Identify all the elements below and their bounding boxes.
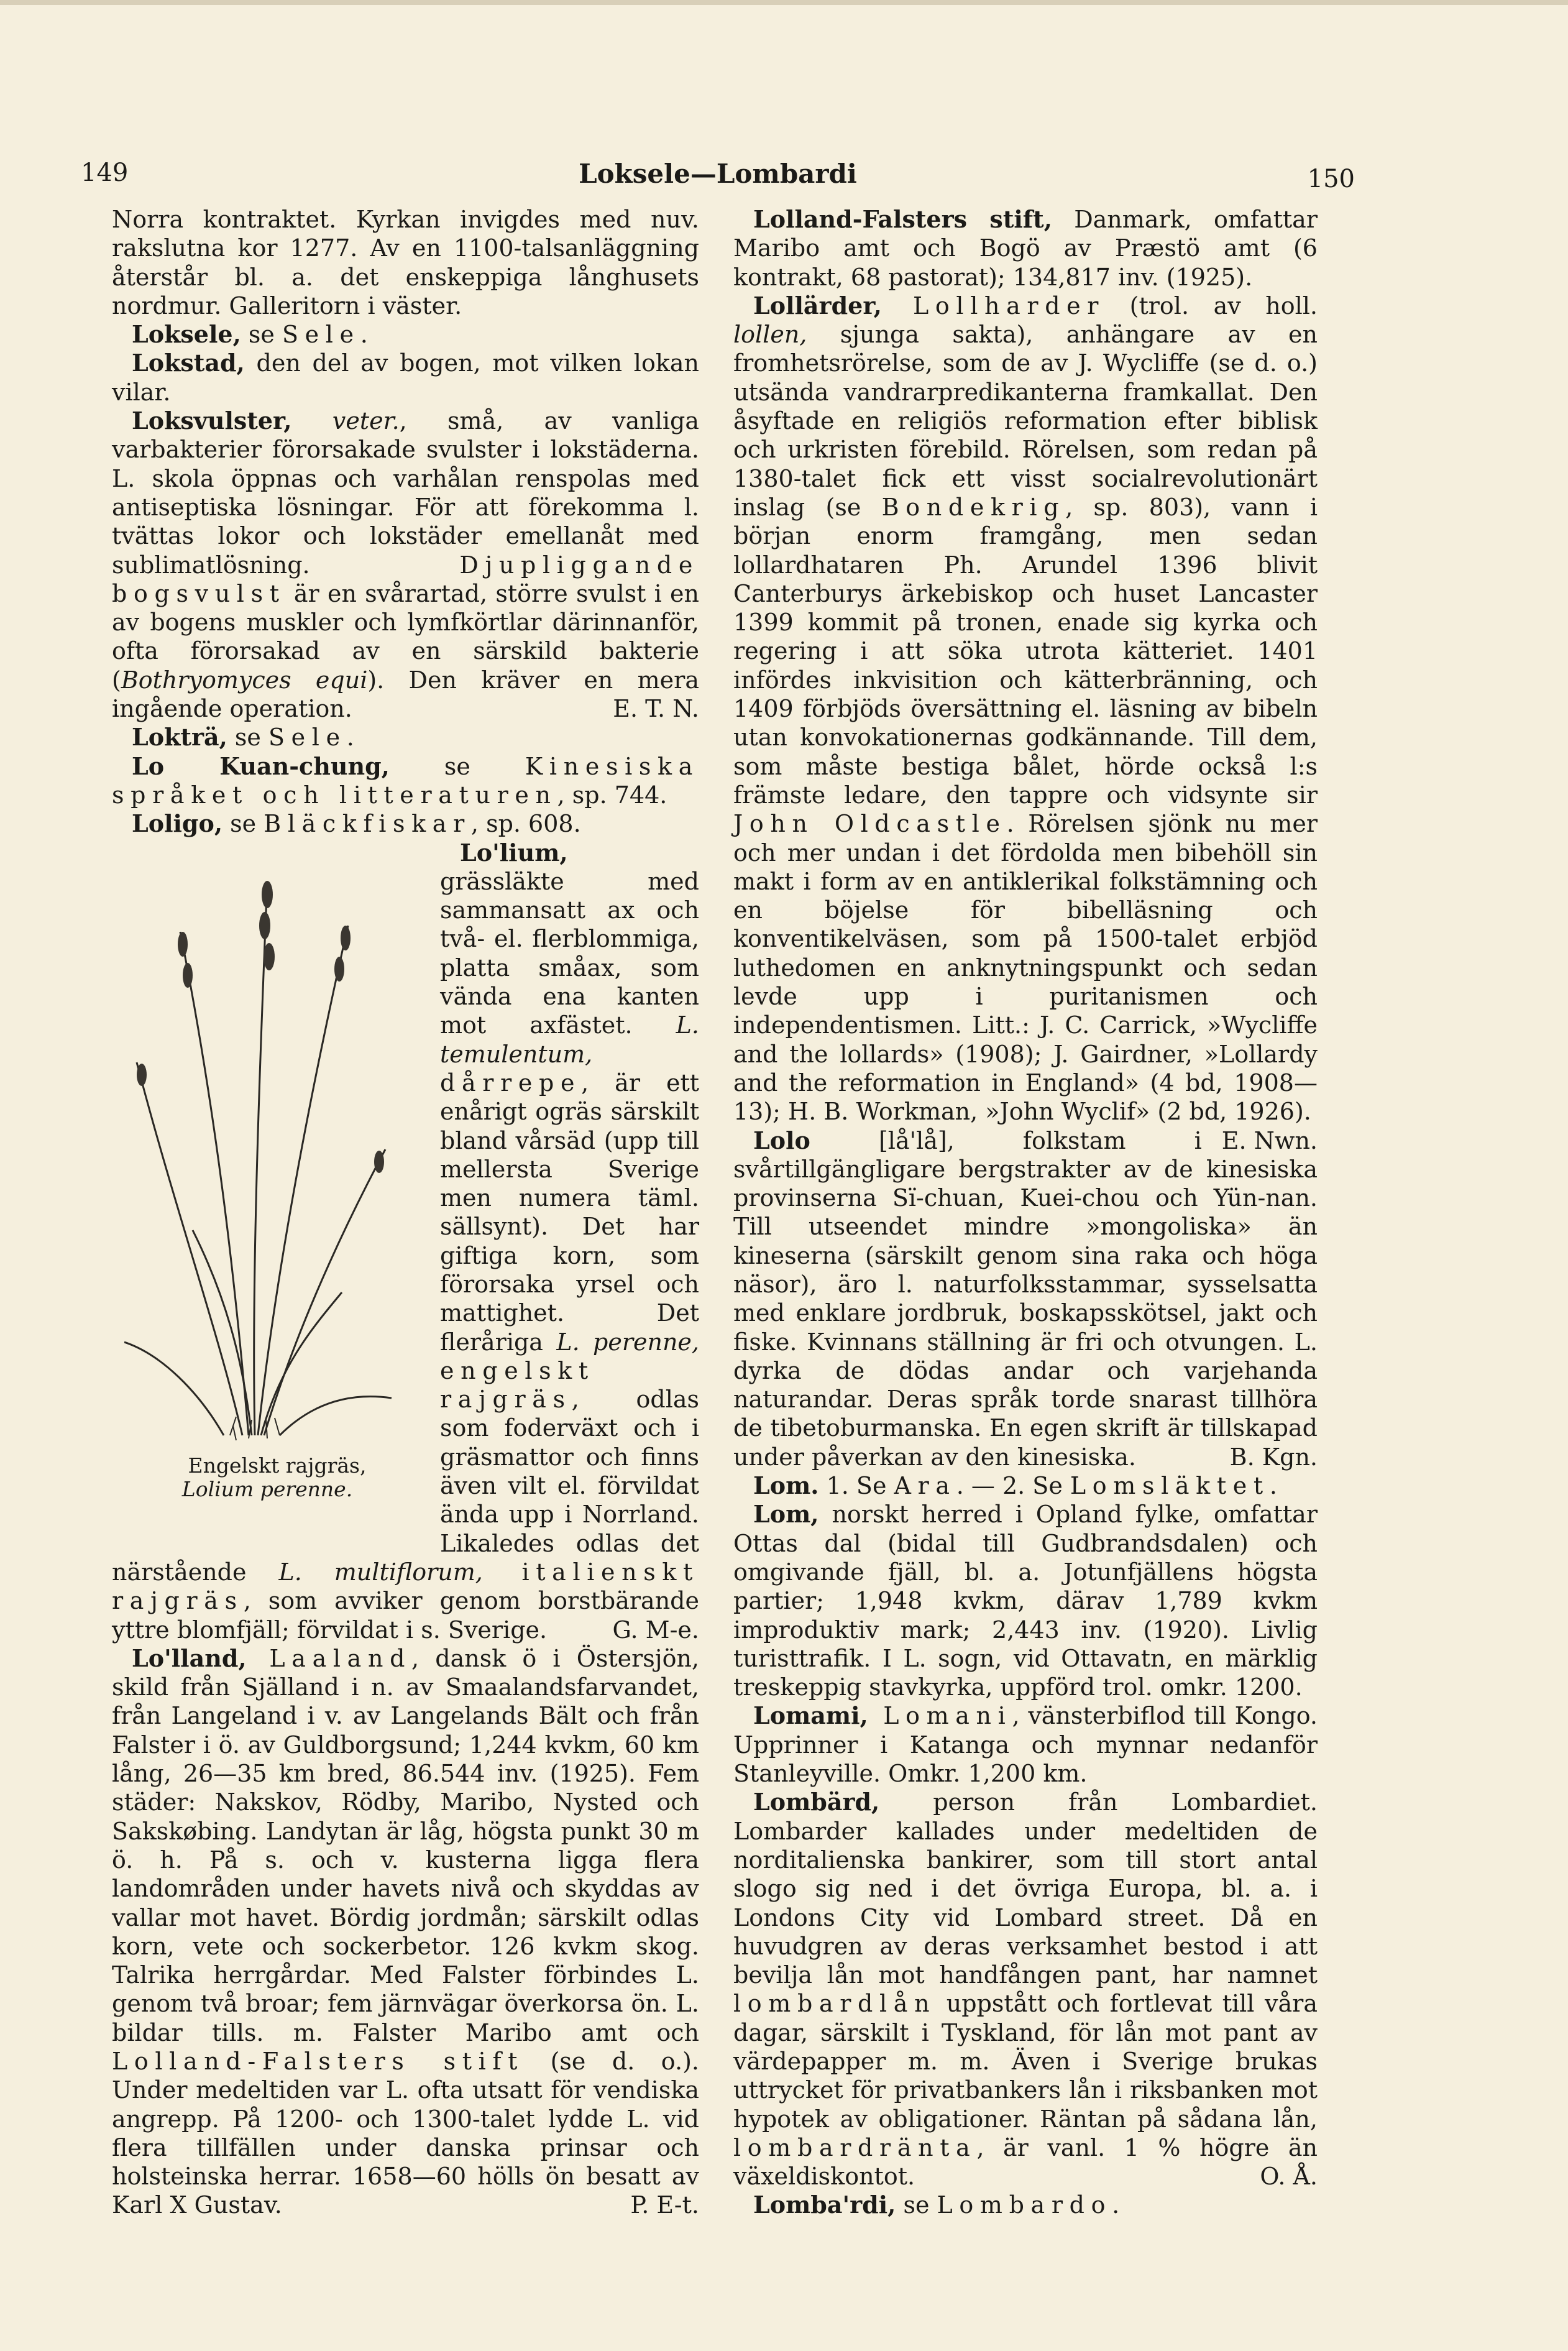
- left-column: [112, 205, 699, 2220]
- entry-loligo: Loligo, se Bläckfiskar, sp. 608.: [132, 809, 581, 838]
- author-signature: E. T. N.: [613, 695, 699, 723]
- figure-caption: Engelskt rajgräs, Lolium perenne.: [181, 1453, 367, 1501]
- entry-lollarder: Lollärder, Lollharder (trol. av holl. lollen, sjunga sakta), anhängare av en fromhetsrörelse, som de av J. Wycliffe (se d. o.) utsända vandrarpredikanterna framkallat. Den åsyftade en religiös reformation efter biblisk och urkristen förebild. Rörelsen, som redan på 1380-talet fick ett visst socialrevolutionärt inslag (se Bondekrig, sp. 803), vann i början enorm framgång, men sedan lollardhataren Ph. Arundel 1396 blivit Canterburys ärkebiskop och huset Lancaster 1399 kommit på tronen, enade sig kyrka och regering i att söka utrota kätteriet. 1401 infördes inkvisition och kätterbränning, och 1409 förbjöds översättning el. läsning av bibeln utan konvokationernas godkännande. Till dem, som måste bestiga bålet, hörde också l:s främste ledare, den tappre och vidsynte sir John Oldcastle. Rörelsen sjönk nu mer och mer undan i det fördolda men bibehöll sin makt i form av en antiklerikal folkstämning och en böjelse för bibelläsning och konventikelväsen, som på 1500-talet erbjöd luthedomen en anknytningspunkt och sedan levde upp i puritanismen och independentismen. Litt.: J. C. Carrick, »Wycliffe and the lollards» (1908); J. Gairdner, »Lollardy and the reformation in England» (4 bd, 1908—13); H. B. Workman, »John Wyclif» (2 bd, 1926). E. Nwn.: [733, 291, 1318, 1154]
- entry-lolland: Lo'lland, Laaland, dansk ö i Östersjön, skild från Själland i n. av Smaalandsfarvandet, från Langeland i v. av Langelands Bält och från Falster i ö. av Guldborgsund; 1,244 kvkm, 60 km lång, 26—35 km bred, 86.544 inv. (1925). Fem städer: Nakskov, Rödby, Maribo, Nysted och Sakskøbing. Landytan är låg, högsta punkt 30 m ö. h. På s. och v. kusterna ligga flera landområden under havets nivå och skyddas av vallar mot havet. Bördig jordmån; särskilt odlas korn, vete och sockerbetor. 126 kvkm skog. Talrika herrgårdar. Med Falster förbindes L. genom två broar; fem järnvägar överkorsa ön. L. bildar tills. m. Falster Maribo amt och Lolland-Falsters stift (se d. o.). Under medeltiden var L. ofta utsatt för vendiska angrepp. På 1200- och 1300-talet lydde L. vid flera tillfällen under danska prinsar och holsteinska herrar. 1658—60 hölls ön besatt av Karl X Gustav. P. E-t.: [112, 1644, 699, 2219]
- grass-drawing-icon: [124, 857, 398, 1442]
- page-header: [81, 159, 1355, 202]
- entry-lolo: Lolo [lå'lå], folkstam i svårtillgängligare bergstrakter av de kinesiska provinserna Sï-chuan, Kuei-chou och Yün-nan. Till utseendet mindre »mongoliska» än kineserna (särskilt genom sina raka och höga näsor), äro l. naturfolksstammar, sysselsatta med enklare jordbruk, boskapsskötsel, jakt och fiske. Kvinnans ställning är fri och otvungen. L. dyrka de dödas andar och varjehanda naturandar. Deras språk torde snarast tillhöra de tibetoburmanska. En egen skrift är tillskapad under påverkan av den kinesiska. B. Kgn.: [733, 1126, 1318, 1471]
- entry-loktra: Lokträ, se Sele.: [132, 723, 354, 752]
- entry-lom-1: Lom. 1. Se Ara. — 2. Se Lomsläktet.: [753, 1471, 1277, 1500]
- page-number-left: 149: [81, 159, 129, 187]
- entry-lo-kuan-chung: Lo Kuan-chung, se Kinesiska språket och litteraturen, sp. 744.: [112, 752, 699, 809]
- author-signature: P. E-t.: [630, 2191, 699, 2219]
- entry-continuation: Norra kontraktet. Kyrkan invigdes med nuv. rakslutna kor 1277. Av en 1100-talsanläggning återstår bl. a. det enskeppiga långhusets nordmur. Galleritorn i väster.: [112, 206, 699, 320]
- entry-lolium: Engelskt rajgräs, Lolium perenne. Lo'lium, grässläkte med sammansatt ax och två- el. flerblommiga, platta småax, som vända ena kanten mot axfästet. L. temulentum, dårrepe, är ett enårigt ogräs särskilt bland vårsäd (upp till mellersta Sverige men numera täml. sällsynt). Det har giftiga korn, som förorsaka yrsel och mattighet. Det fleråriga L. perenne, engelskt rajgräs, odlas som foderväxt och i gräsmattor och finns även vilt el. förvildat ända upp i Norrland. Likaledes odlas det närstående L. multiflorum, italienskt rajgräs, som avviker genom borstbärande yttre blomfjäll; förvildat i s. Sverige. G. M-e.: [112, 838, 700, 1644]
- entry-loksvulster: Loksvulster, veter., små, av vanliga varbakterier förorsakade svulster i lokstäderna. L. skola öppnas och varhålan renspolas med antiseptiska lösningar. För att förekomma l. tvättas lokor och lokstäder emellanåt med sublimatlösning. Djupliggande bogsvulst är en svårartad, större svulst i en av bogens muskler och lymfkörtlar därinnanför, ofta förorsakad av en särskild bakterie (Bothryomyces equi). Den kräver en mera ingående operation. E. T. N.: [112, 407, 699, 723]
- page-number-right: 150: [1307, 165, 1355, 193]
- entry-lom-2: Lom, norskt herred i Opland fylke, omfattar Ottas dal (bidal till Gudbrandsdalen) och omgivande fjäll, bl. a. Jotunfjällens högsta partier; 1,948 kvkm, därav 1,789 kvkm improduktiv mark; 2,443 inv. (1920). Livlig turisttrafik. I L. sogn, vid Ottavatn, en märklig treskeppig stavkyrka, uppförd trol. omkr. 1200.: [733, 1500, 1318, 1701]
- author-signature: B. Kgn.: [1229, 1443, 1318, 1471]
- entry-lomami: Lomami, Lomani, vänsterbiflod till Kongo. Upprinner i Katanga och mynnar nedanför Stanleyville. Omkr. 1,200 km.: [733, 1701, 1318, 1788]
- right-column: [733, 205, 1318, 2220]
- top-edge: [0, 0, 1568, 5]
- author-signature: E. Nwn.: [1221, 1126, 1318, 1154]
- entry-lolland-falsters-stift: Lolland-Falsters stift, Danmark, omfattar Maribo amt och Bogö av Præstö amt (6 kontrakt, 68 pastorat); 134,817 inv. (1925).: [733, 205, 1318, 291]
- running-title: Loksele—Lombardi: [579, 159, 857, 189]
- author-signature: O. Å.: [1260, 2163, 1318, 2191]
- ryegrass-illustration: [112, 857, 429, 1541]
- author-signature: G. M-e.: [612, 1616, 699, 1644]
- entry-loksele: Loksele, se Sele.: [132, 320, 368, 349]
- entry-lombard: Lombärd, person från Lombardiet. Lombarder kallades under medeltiden de norditalienska bankirer, som till stort antal slogo sig ned i det övriga Europa, bl. a. i Londons City vid Lombard street. Då en huvudgren av deras verksamhet bestod i att bevilja lån mot handfången pant, har namnet lombardlån uppstått och fortlevat till våra dagar, särskilt i Tyskland, för lån mot pant av värdepapper m. m. Även i Sverige brukas uttrycket för privatbankers lån i riksbanken mot hypotek av obligationer. Räntan på sådana lån, lombardränta, är vanl. 1 % högre än växeldiskontot. O. Å.: [733, 1788, 1318, 2191]
- entry-lokstad: Lokstad, den del av bogen, mot vilken lokan vilar.: [112, 349, 699, 406]
- entry-lombardi: Lomba'rdi, se Lombardo.: [753, 2191, 1120, 2219]
